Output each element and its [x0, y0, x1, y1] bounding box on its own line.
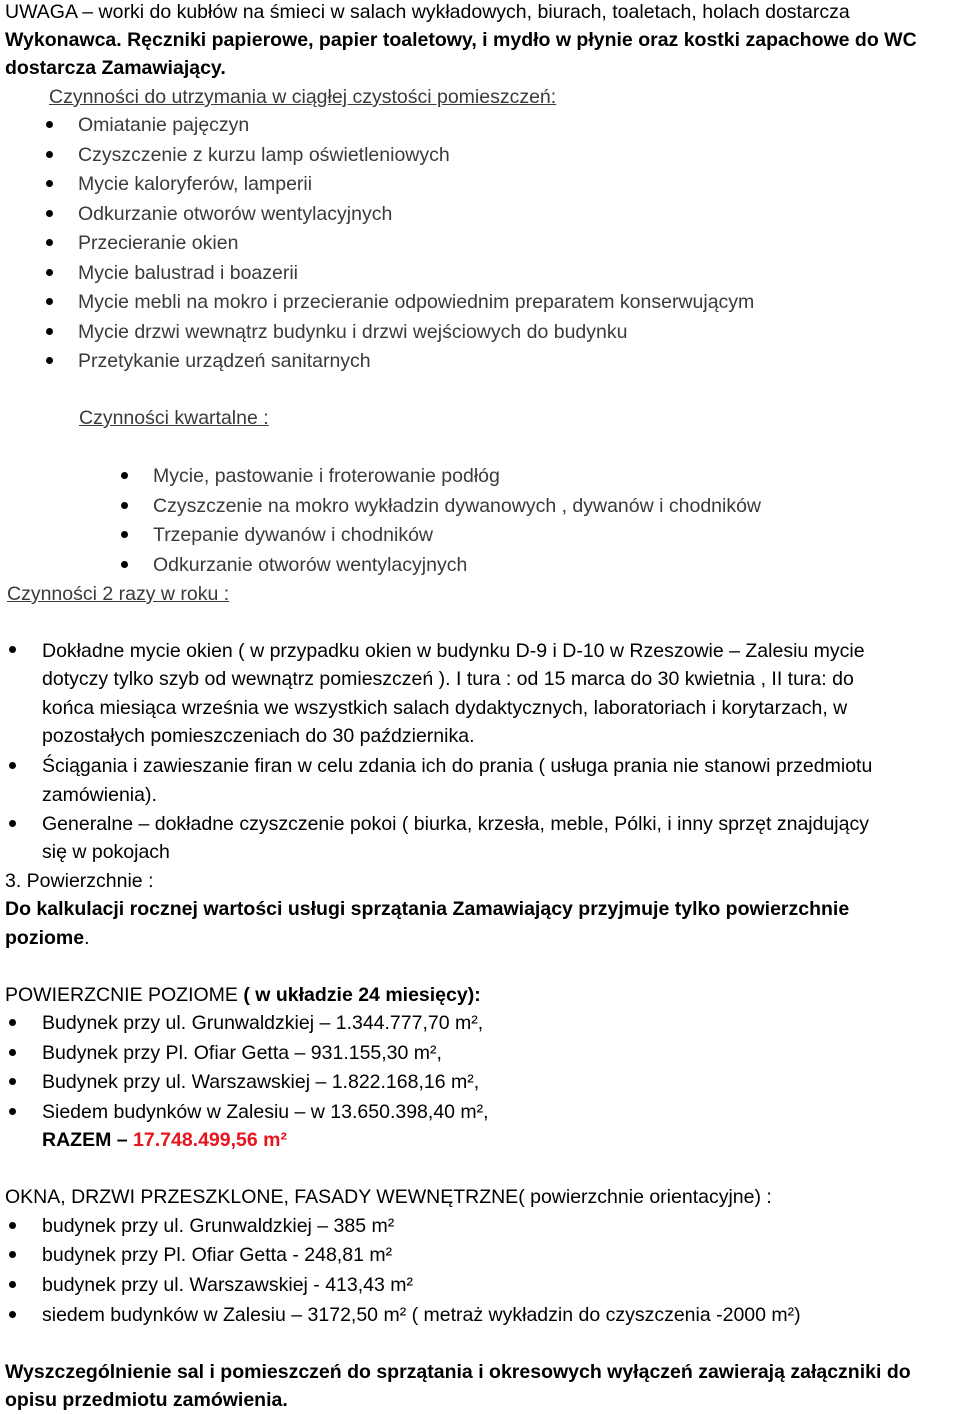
list-item: Przetykanie urządzeń sanitarnych [78, 350, 371, 372]
bullet-icon [121, 531, 128, 538]
list-item-line: się w pokojach [42, 841, 170, 863]
list-item: Mycie drzwi wewnątrz budynku i drzwi wejściowych do budynku [78, 321, 628, 343]
list-item: Przecieranie okien [78, 232, 239, 254]
windows-heading: OKNA, DRZWI PRZESZKLONE, FASADY WEWNĘTRZNE( powierzchnie orientacyjne) : [5, 1186, 772, 1208]
list-item: Budynek przy ul. Warszawskiej – 1.822.168,16 m², [42, 1071, 480, 1093]
bullet-icon [46, 121, 53, 128]
bullet-icon [46, 239, 53, 246]
bullet-icon [46, 269, 53, 276]
list-item: budynek przy ul. Grunwaldzkiej – 385 m² [42, 1215, 395, 1237]
list-item: Mycie kaloryferów, lamperii [78, 173, 313, 195]
list-item: Czyszczenie na mokro wykładzin dywanowych , dywanów i chodników [153, 495, 762, 517]
bullet-icon [9, 820, 16, 827]
surfaces-note-end: poziome. [5, 927, 90, 949]
quarterly-heading: Czynności kwartalne : [79, 407, 269, 429]
bullet-icon [46, 180, 53, 187]
footer-line-2: opisu przedmiotu zamówienia. [5, 1389, 288, 1411]
list-item: Budynek przy ul. Grunwaldzkiej – 1.344.777,70 m², [42, 1012, 484, 1034]
bullet-icon [46, 151, 53, 158]
list-item: Odkurzanie otworów wentylacyjnych [153, 554, 468, 576]
bullet-icon [9, 1222, 16, 1229]
list-item-line: Ściągania i zawieszanie firan w celu zdania ich do prania ( usługa prania nie stanowi przedmiotu [42, 755, 873, 777]
bullet-icon [9, 1251, 16, 1258]
bullet-icon [9, 1078, 16, 1085]
list-item: Czyszczenie z kurzu lamp oświetleniowych [78, 144, 450, 166]
footer-line-1: Wyszczególnienie sal i pomieszczeń do sprzątania i okresowych wyłączeń zawierają załączniki do [5, 1361, 911, 1383]
list-item: Mycie balustrad i boazerii [78, 262, 299, 284]
bullet-icon [46, 357, 53, 364]
list-item: Siedem budynków w Zalesiu – w 13.650.398,40 m², [42, 1101, 489, 1123]
list-item: budynek przy ul. Warszawskiej - 413,43 m² [42, 1274, 413, 1296]
bullet-icon [121, 561, 128, 568]
list-item: Mycie mebli na mokro i przecieranie odpowiednim preparatem konserwującym [78, 291, 755, 313]
bullet-icon [9, 762, 16, 769]
bullet-icon [9, 646, 16, 653]
list-item: budynek przy Pl. Ofiar Getta - 248,81 m² [42, 1244, 393, 1266]
list-item-line: dotyczy tylko szyb od wewnątrz pomieszczeń ). I tura : od 15 marca do 30 kwietnia , II tura: do [42, 668, 854, 690]
list-item: Odkurzanie otworów wentylacyjnych [78, 203, 393, 225]
list-item: Budynek przy Pl. Ofiar Getta – 931.155,30 m², [42, 1042, 442, 1064]
biannual-heading: Czynności 2 razy w roku : [7, 583, 230, 605]
bullet-icon [46, 328, 53, 335]
bullet-icon [9, 1049, 16, 1056]
bullet-icon [9, 1019, 16, 1026]
notice-line-1: UWAGA – worki do kubłów na śmieci w salach wykładowych, biurach, toaletach, holach dostarcza [5, 1, 850, 23]
bullet-icon [9, 1311, 16, 1318]
list-item: Trzepanie dywanów i chodników [153, 524, 434, 546]
notice-line-2: Wykonawca. Ręczniki papierowe, papier toaletowy, i mydło w płynie oraz kostki zapachowe do WC [5, 29, 917, 51]
surfaces-heading: 3. Powierzchnie : [5, 870, 154, 892]
bullet-icon [121, 502, 128, 509]
list-item-line: końca miesiąca września we wszystkich salach dydaktycznych, laboratoriach i korytarzach, w [42, 697, 848, 719]
bullet-icon [46, 210, 53, 217]
list-item: Mycie, pastowanie i froterowanie podłóg [153, 465, 500, 487]
horizontal-heading: POWIERZCNIE POZIOME ( w układzie 24 miesięcy): [5, 984, 481, 1006]
list-item: Omiatanie pajęczyn [78, 114, 250, 136]
list-item: siedem budynków w Zalesiu – 3172,50 m² ( metraż wykładzin do czyszczenia -2000 m²) [42, 1304, 801, 1326]
list-item-line: Generalne – dokładne czyszczenie pokoi ( biurka, krzesła, meble, Pólki, i inny sprzęt znajdujący [42, 813, 869, 835]
notice-line-3: dostarcza Zamawiający. [5, 57, 226, 79]
list-item-line: pozostałych pomieszczeniach do 30 października. [42, 725, 475, 747]
list-item-line: zamówienia). [42, 784, 157, 806]
bullet-icon [121, 472, 128, 479]
bullet-icon [9, 1281, 16, 1288]
maintenance-heading: Czynności do utrzymania w ciągłej czystości pomieszczeń: [49, 86, 557, 108]
total-line: RAZEM – 17.748.499,56 m² [42, 1129, 287, 1151]
surfaces-note: Do kalkulacji rocznej wartości usługi sprzątania Zamawiający przyjmuje tylko powierzchnie [5, 898, 850, 920]
bullet-icon [46, 298, 53, 305]
bullet-icon [9, 1108, 16, 1115]
list-item-line: Dokładne mycie okien ( w przypadku okien w budynku D-9 i D-10 w Rzeszowie – Zalesiu mycie [42, 640, 865, 662]
